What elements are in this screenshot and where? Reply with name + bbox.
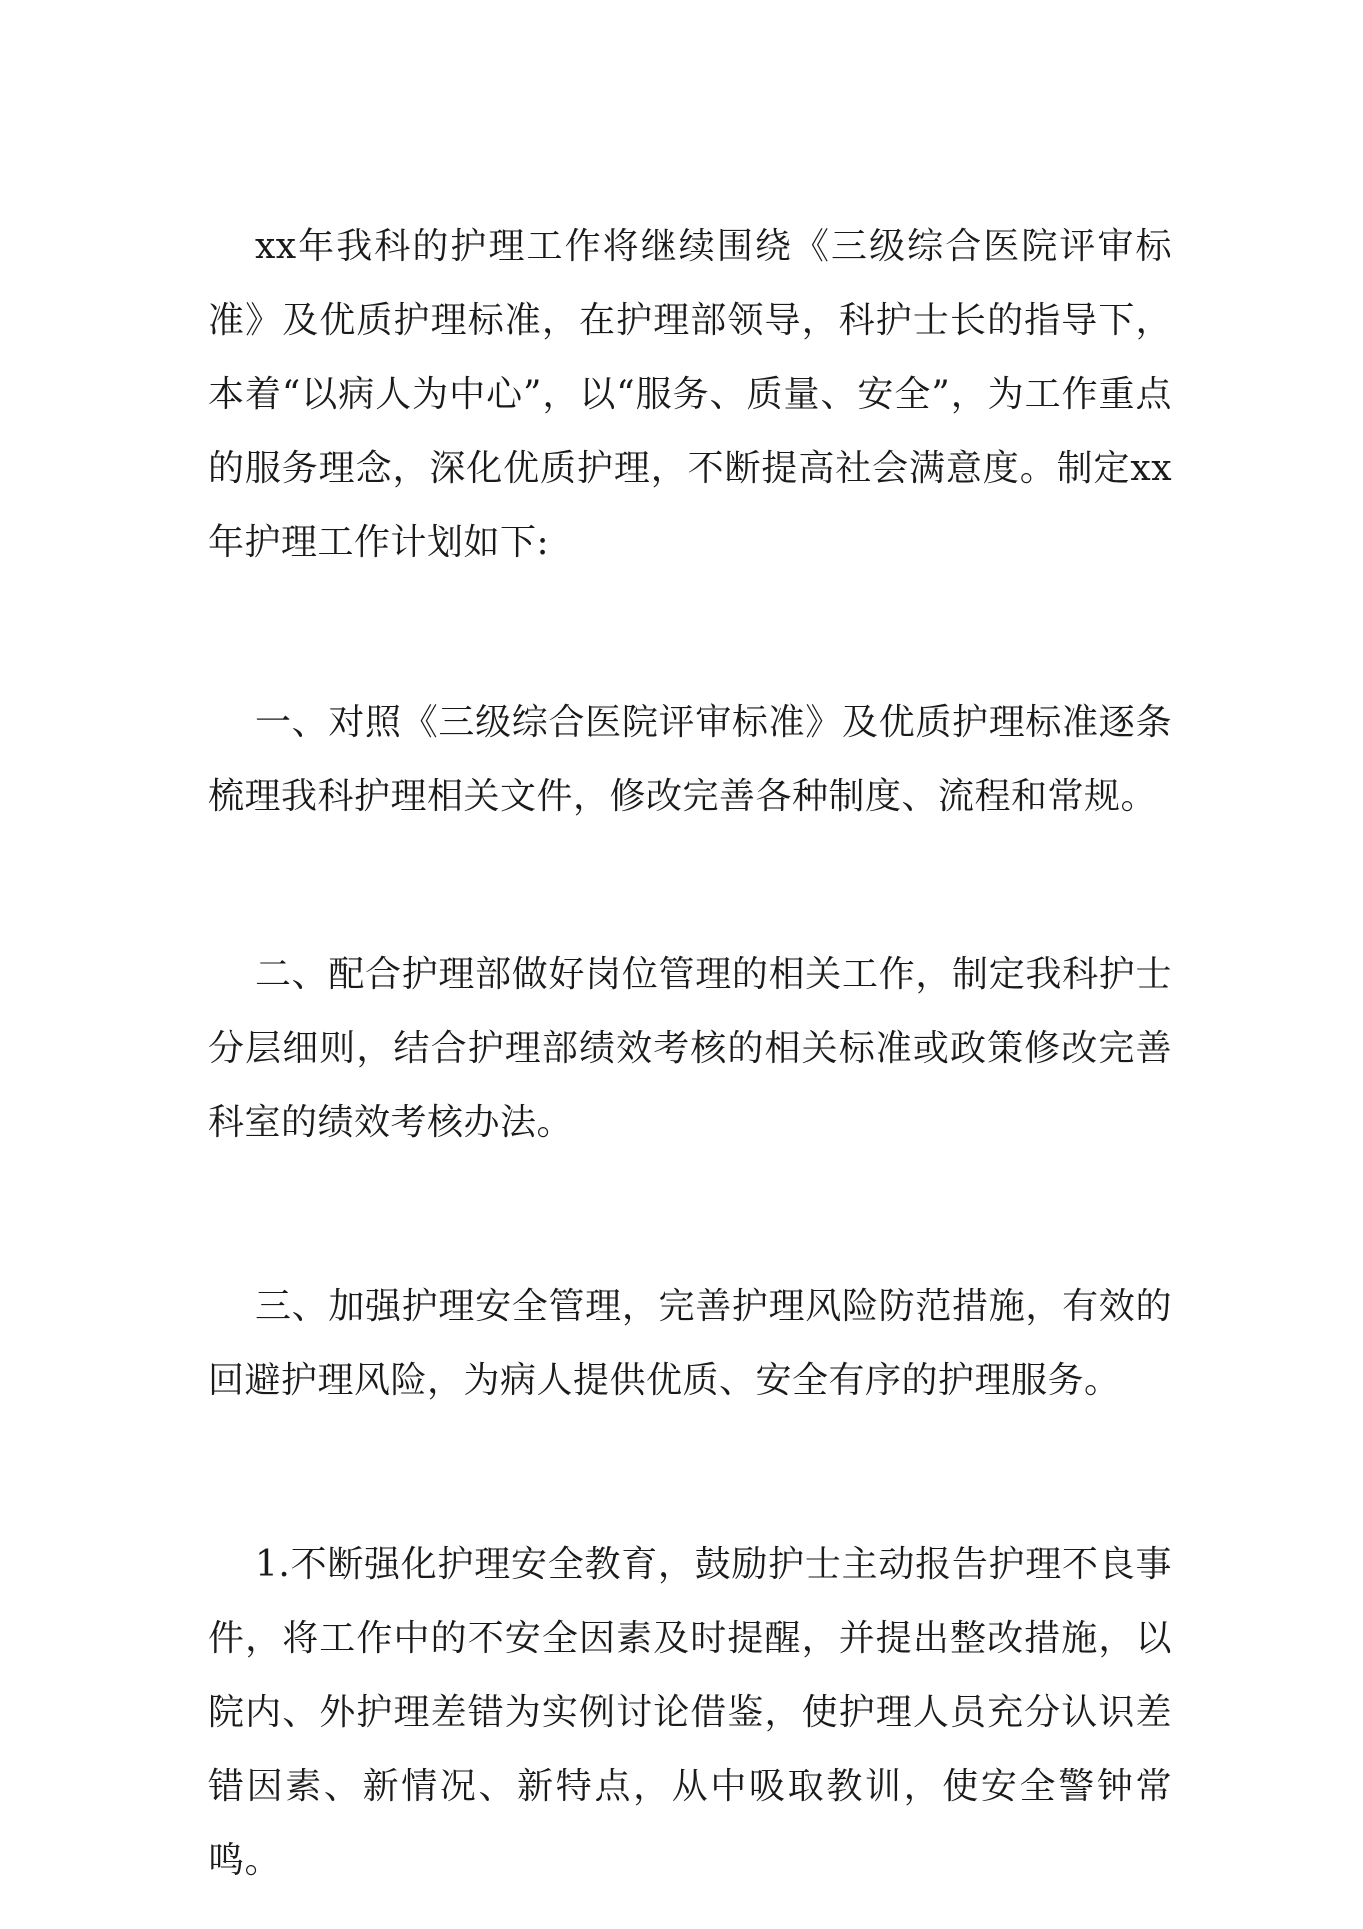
document-body (208, 210, 1172, 1898)
item-one-paragraph: 1.不断强化护理安全教育，鼓励护士主动报告护理不良事件，将工作中的不安全因素及时提醒，并提出整改措施，以院内、外护理差错为实例讨论借鉴，使护理人员充分认识差错因素、新情况、新特点，从中吸取教训，使安全警钟常鸣。 (208, 1544, 1172, 1881)
section-two-paragraph: 二、配合护理部做好岗位管理的相关工作，制定我科护士分层细则，结合护理部绩效考核的相关标准或政策修改完善科室的绩效考核办法。 (208, 954, 1172, 1143)
section-three-paragraph: 三、加强护理安全管理，完善护理风险防范措施，有效的回避护理风险，为病人提供优质、安全有序的护理服务。 (208, 1286, 1172, 1401)
section-one-paragraph: 一、对照《三级综合医院评审标准》及优质护理标准逐条梳理我科护理相关文件，修改完善各种制度、流程和常规。 (208, 702, 1172, 817)
intro-paragraph: xx年我科的护理工作将继续围绕《三级综合医院评审标准》及优质护理标准，在护理部领导，科护士长的指导下，本着“以病人为中心”，以“服务、质量、安全”，为工作重点的服务理念，深化优质护理，不断提高社会满意度。制定xx年护理工作计划如下: (208, 226, 1172, 563)
